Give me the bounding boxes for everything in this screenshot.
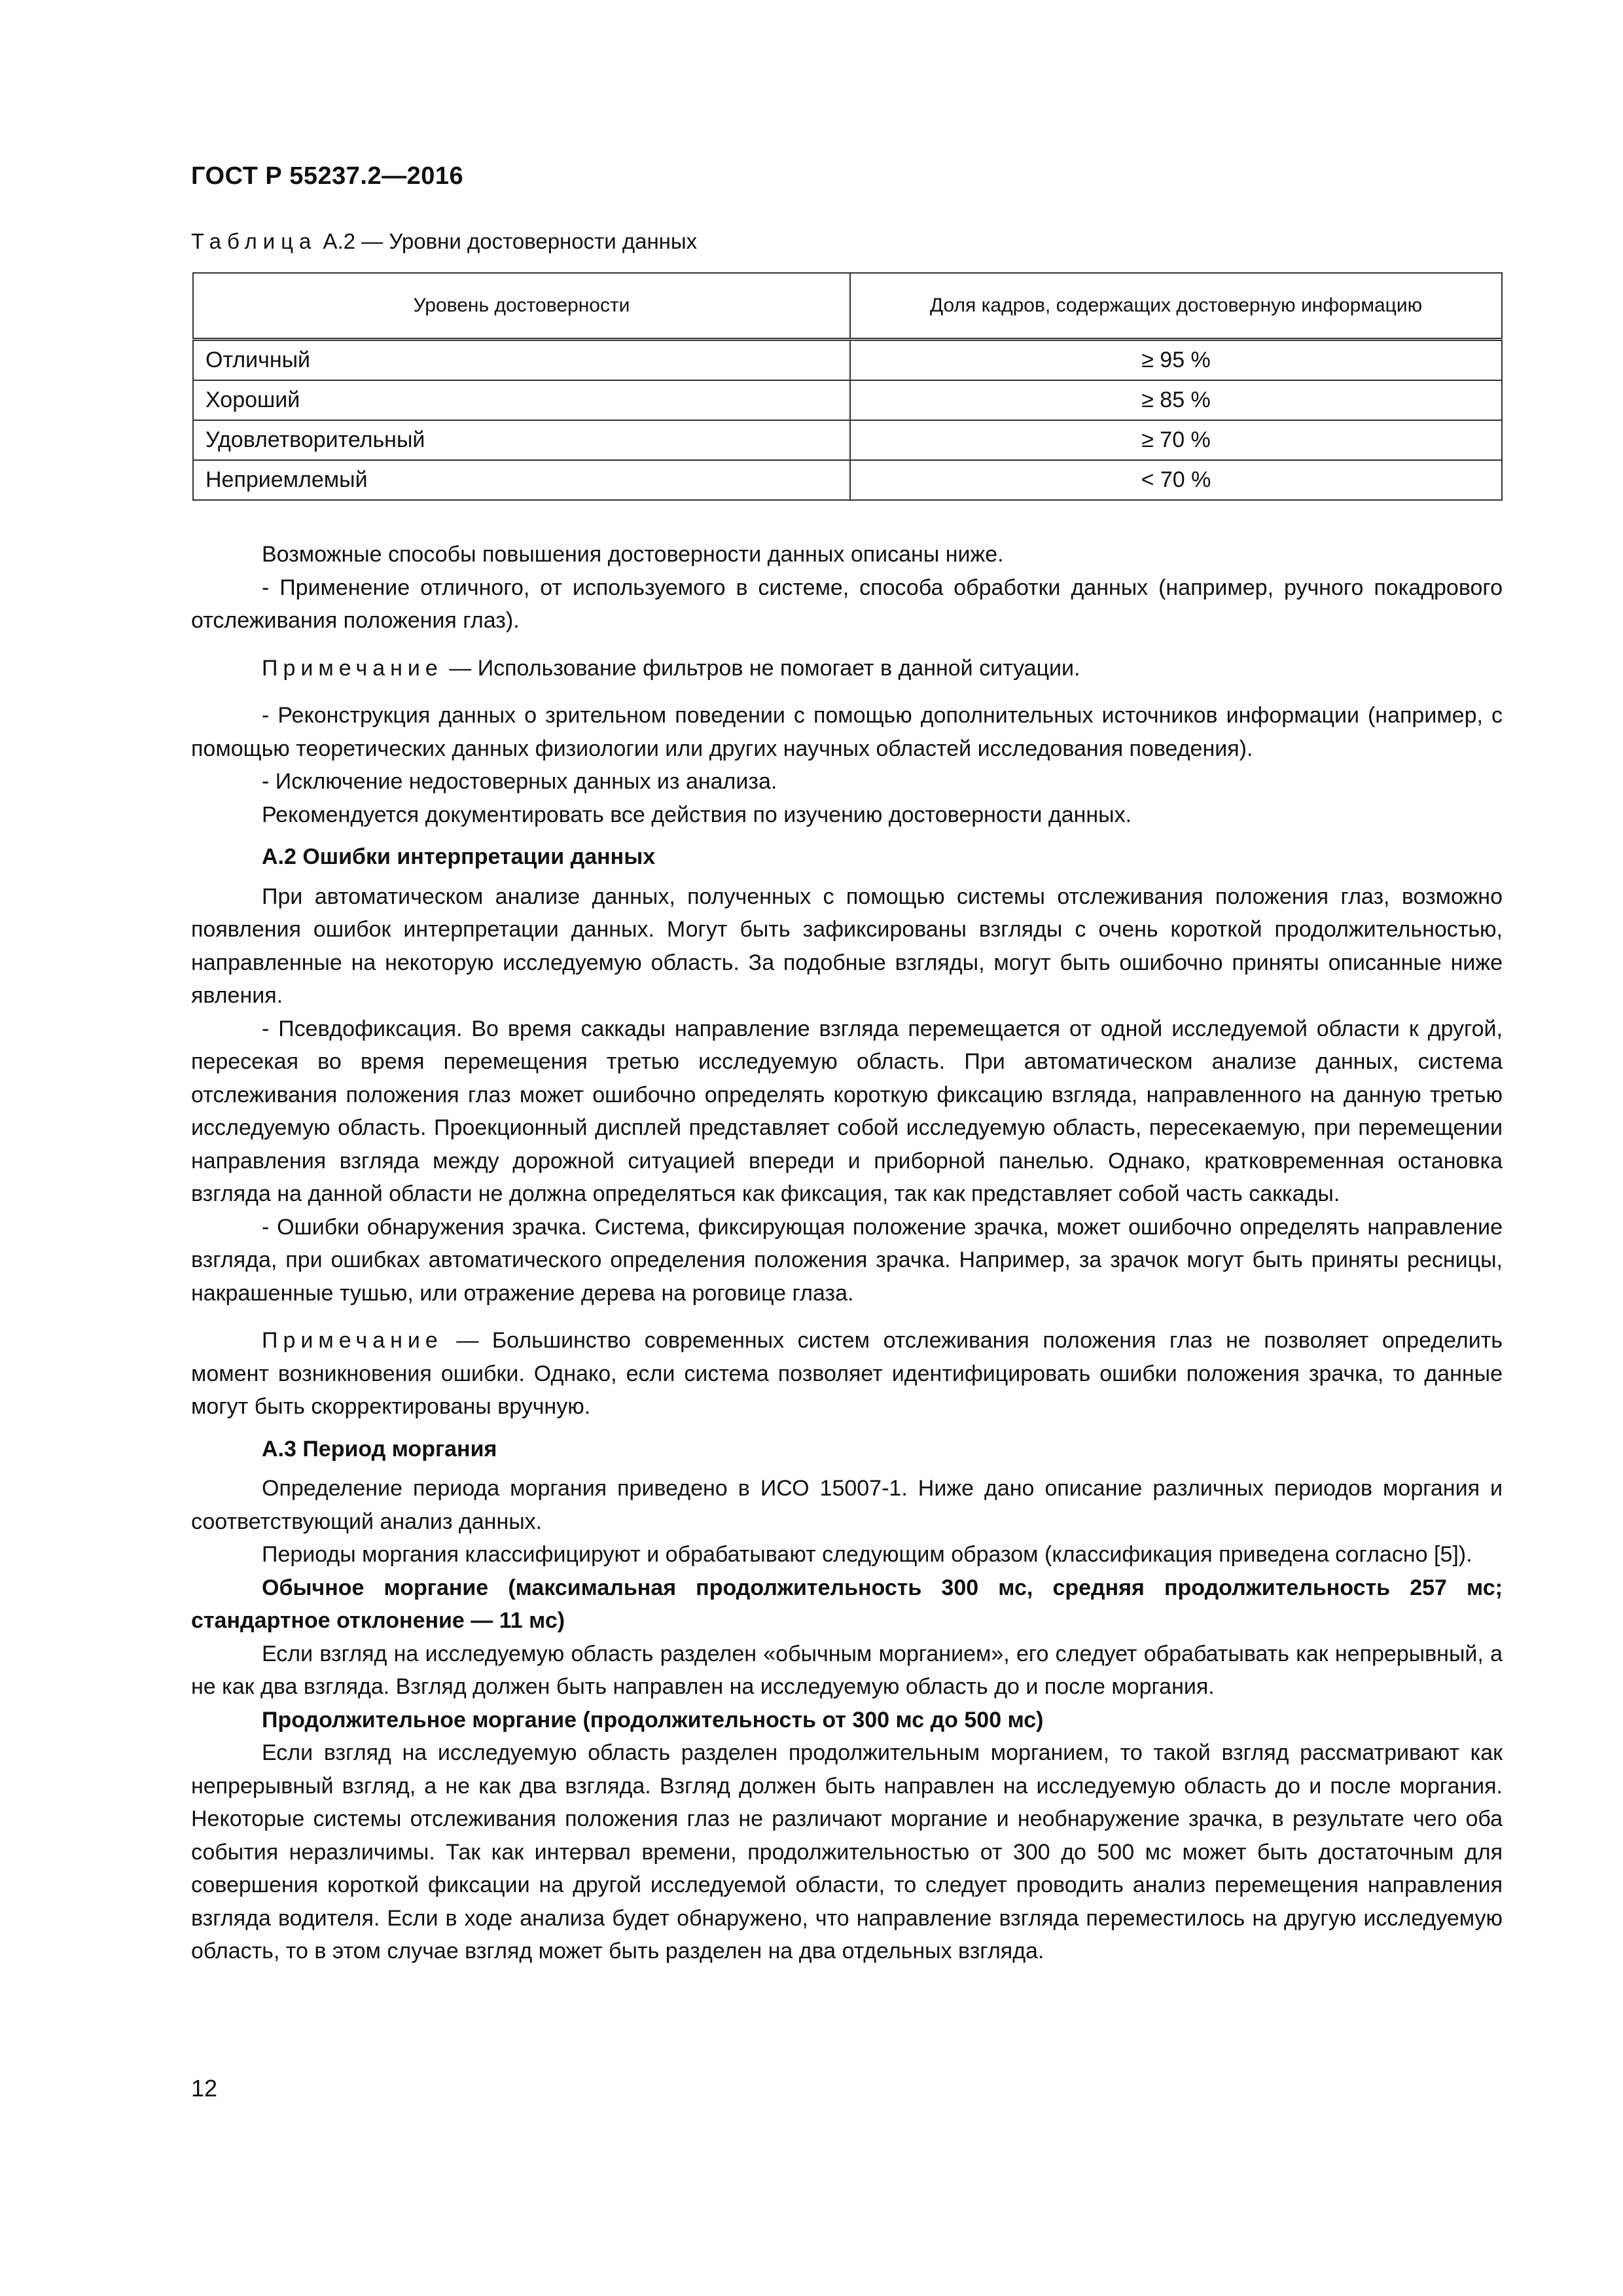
column-header-share: Доля кадров, содержащих достоверную информацию	[850, 273, 1502, 340]
cell-share: ≥ 70 %	[850, 420, 1502, 460]
column-header-level: Уровень достоверности	[193, 273, 850, 340]
paragraph: - Исключение недостоверных данных из анализа.	[262, 769, 777, 794]
paragraph: - Ошибки обнаружения зрачка. Система, фиксирующая положение зрачка, может ошибочно определять направление взгляда, при ошибках автоматического определения положения зрачка. Например, за зрачок могут быть приняты ресницы, накрашенные тушью, или отражение дерева на роговице глаза.	[191, 1214, 1503, 1306]
subheading-normal-blink: Обычное моргание (максимальная продолжительность 300 мс, средняя продолжительность 257 мс; стандартное отклонение — 11 мс)	[191, 1575, 1503, 1633]
cell-level: Отличный	[193, 340, 850, 381]
paragraph: - Реконструкция данных о зрительном поведении с помощью дополнительных источников информации (например, с помощью теоретических данных физиологии или других научных областей исследования поведения).	[191, 703, 1503, 761]
table-caption-title: А.2 — Уровни достоверности данных	[317, 229, 698, 253]
paragraph: Если взгляд на исследуемую область разделен «обычным морганием», его следует обрабатывать как непрерывный, а не как два взгляда. Взгляд должен быть направлен на исследуемую область до и после моргания.	[191, 1641, 1503, 1699]
cell-level: Удовлетворительный	[193, 420, 850, 460]
paragraph: Если взгляд на исследуемую область разделен продолжительным морганием, то такой взгляд рассматривают как непрерывный взгляд, а не как два взгляда. Взгляд должен быть направлен на исследуемую область до и после моргания. Некоторые системы отслеживания положения глаз не различают моргание и необнаружение зрачка, в результате чего оба события неразличимы. Так как интервал времени, продолжительностью от 300 до 500 мс может быть достаточным для совершения короткой фиксации на другой исследуемой области, то следует проводить анализ перемещения направления взгляда водителя. Если в ходе анализа будет обнаружено, что направление взгляда переместилось на другую исследуемую область, то в этом случае взгляд может быть разделен на два отдельных взгляда.	[191, 1740, 1503, 1964]
paragraph: При автоматическом анализе данных, полученных с помощью системы отслеживания положения глаз, возможно появления ошибок интерпретации данных. Могут быть зафиксированы взгляды с очень короткой продолжительностью, направленные на некоторую исследуемую область. За подобные взгляды, могут быть ошибочно приняты описанные ниже явления.	[191, 884, 1503, 1008]
note-label: Примечание	[262, 1328, 443, 1353]
section-heading-a2: А.2 Ошибки интерпретации данных	[262, 844, 656, 869]
note-label: Примечание	[262, 655, 443, 681]
cell-share: < 70 %	[850, 460, 1502, 500]
reliability-table	[192, 272, 1503, 501]
table-caption	[191, 229, 697, 254]
note-text: — Большинство современных систем отслеживания положения глаз не позволяет определить момент возникновения ошибки. Однако, если система позволяет идентифицировать ошибки положения зрачка, то данные могут быть скорректированы вручную.	[191, 1328, 1503, 1419]
paragraph: Периоды моргания классифицируют и обрабатывают следующим образом (классификация приведена согласно [5]).	[262, 1542, 1472, 1567]
subheading-long-blink: Продолжительное моргание (продолжительность от 300 мс до 500 мс)	[262, 1707, 1044, 1732]
table-row	[193, 420, 1502, 460]
note	[191, 652, 1503, 685]
body-text	[191, 538, 1503, 1968]
table-header-row	[193, 273, 1502, 340]
paragraph: - Псевдофиксация. Во время саккады направление взгляда перемещается от одной исследуемой области к другой, пересекая во время перемещения третью исследуемую область. При автоматическом анализе данных, система отслеживания положения глаз может ошибочно определять короткую фиксацию взгляда, направленного на данную третью исследуемую область. Проекционный дисплей представляет собой исследуемую область, пересекаемую, при перемещении направления взгляда между дорожной ситуацией впереди и приборной панелью. Однако, кратковременная остановка взгляда на данной области не должна определяться как фиксация, так как представляет собой часть саккады.	[191, 1016, 1503, 1206]
document-header: ГОСТ Р 55237.2—2016	[191, 162, 464, 190]
cell-share: ≥ 95 %	[850, 340, 1502, 381]
cell-share: ≥ 85 %	[850, 380, 1502, 420]
paragraph: - Применение отличного, от используемого в системе, способа обработки данных (например, ручного покадрового отслеживания положения глаз).	[191, 575, 1503, 633]
table-row	[193, 340, 1502, 381]
paragraph: Определение периода моргания приведено в ИСО 15007-1. Ниже дано описание различных периодов моргания и соответствующий анализ данных.	[191, 1476, 1503, 1534]
paragraph: Возможные способы повышения достоверности данных описаны ниже.	[262, 542, 1004, 567]
table-row	[193, 380, 1502, 420]
page-number: 12	[191, 2075, 218, 2102]
cell-level: Хороший	[193, 380, 850, 420]
table-caption-label: Таблица	[191, 229, 317, 253]
paragraph: Рекомендуется документировать все действия по изучению достоверности данных.	[262, 802, 1132, 827]
section-heading-a3: А.3 Период моргания	[262, 1436, 497, 1462]
note	[191, 1324, 1503, 1424]
cell-level: Неприемлемый	[193, 460, 850, 500]
table-row	[193, 460, 1502, 500]
note-text: — Использование фильтров не помогает в данной ситуации.	[442, 655, 1080, 681]
